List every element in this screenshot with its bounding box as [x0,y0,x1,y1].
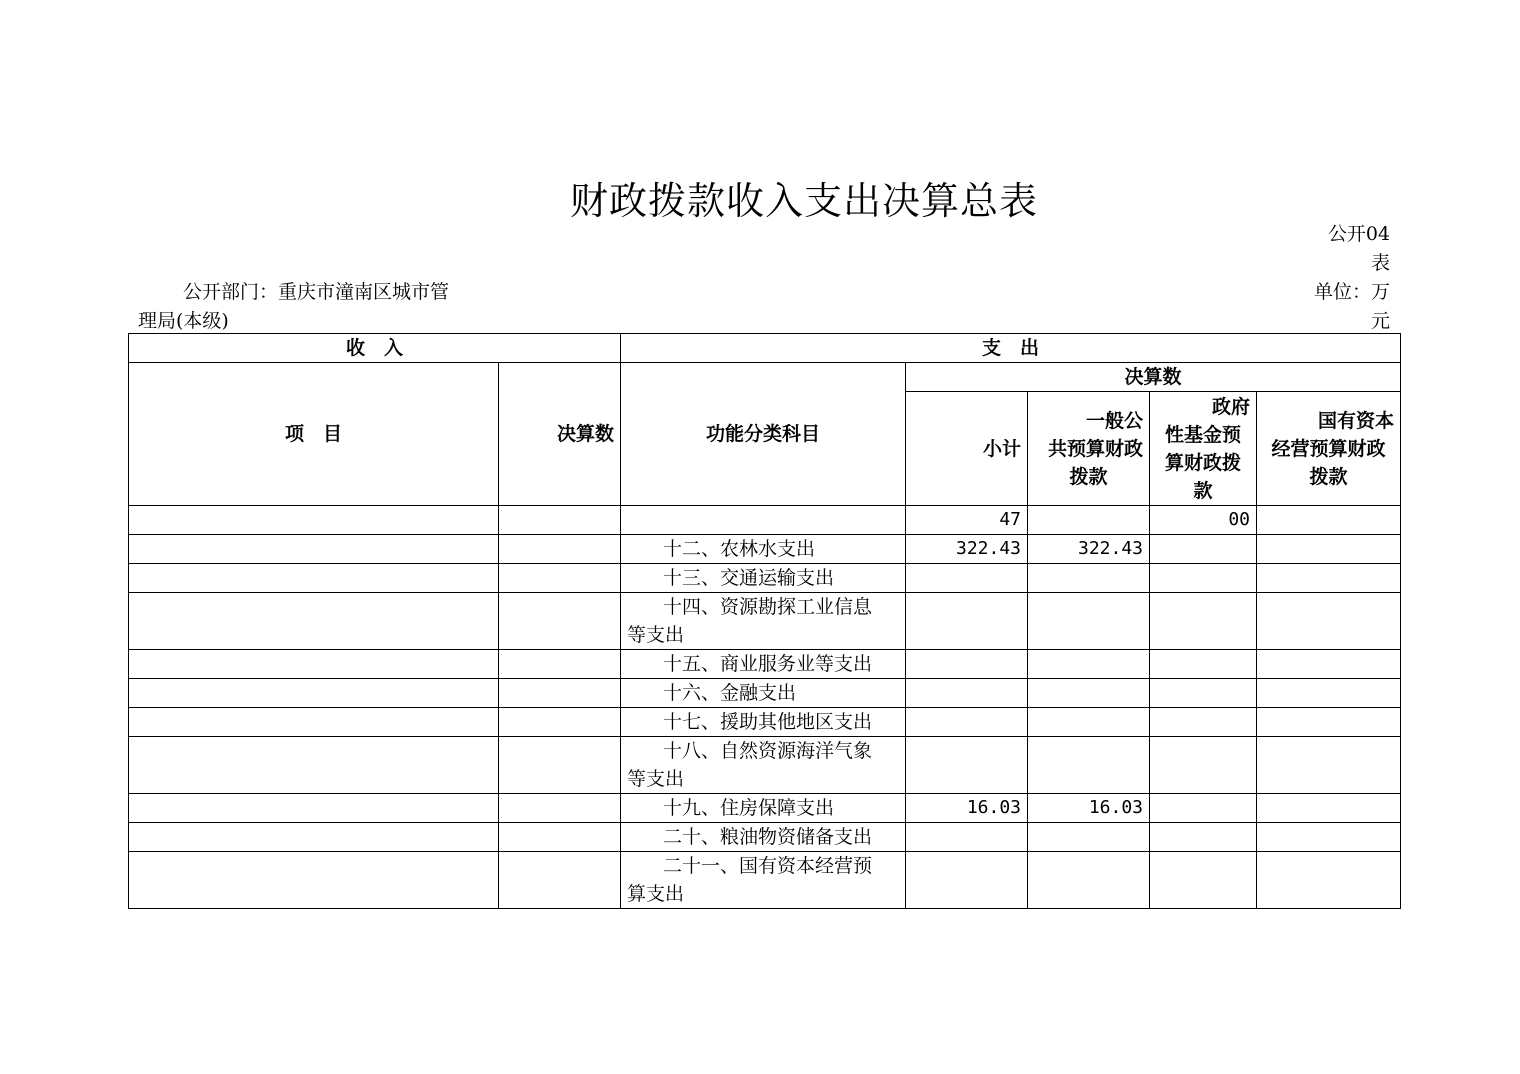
header-row-1 [129,334,1401,363]
item-cell [129,593,499,650]
func-label: 十四、资源勘探工业信息 [663,596,873,618]
unit-line1: 单位：万 [1313,281,1390,303]
header-row-2 [129,363,1401,392]
state-capital-cell [1257,535,1401,564]
general-cell [1028,737,1150,794]
subtotal-cell: 322.43 [906,535,1028,564]
income-amount-cell [499,564,621,593]
func-cell [621,650,906,679]
final-amount-header: 决算数 [906,363,1401,392]
income-amount-cell [499,506,621,535]
subtotal-cell [906,852,1028,909]
func-label-cont: 等支出 [627,624,685,646]
general-public-line1: 一般公 [1086,409,1144,432]
func-label-cont: 等支出 [627,768,685,790]
gov-fund-cell [1150,650,1257,679]
form-number-line2: 表 [1370,252,1390,274]
income-amount-cell [499,593,621,650]
func-cell [621,506,906,535]
item-cell [129,506,499,535]
func-cell [621,794,906,823]
gov-fund-cell [1150,679,1257,708]
unit [1300,278,1390,336]
func-label: 二十、粮油物资储备支出 [663,826,873,848]
income-amount-cell [499,823,621,852]
gov-fund-line4: 款 [1193,479,1213,502]
item-cell [129,535,499,564]
gov-fund-cell [1150,852,1257,909]
state-capital-cell [1257,794,1401,823]
general-cell [1028,679,1150,708]
table-row [129,506,1401,535]
gov-fund-cell [1150,708,1257,737]
state-capital-line1: 国有资本 [1318,409,1395,432]
general-cell [1028,506,1150,535]
func-label: 十六、金融支出 [663,682,797,704]
general-cell [1028,593,1150,650]
income-amount-cell [499,737,621,794]
table-row [129,794,1401,823]
item-cell [129,564,499,593]
form-number-line1: 公开04 [1327,223,1390,245]
state-capital-cell [1257,564,1401,593]
state-capital-cell [1257,593,1401,650]
general-cell [1028,708,1150,737]
gov-fund-line1: 政府 [1212,395,1251,418]
func-cell [621,852,906,909]
state-capital-cell [1257,823,1401,852]
gov-fund-cell: 00 [1150,506,1257,535]
income-amount-cell [499,650,621,679]
table-row [129,708,1401,737]
income-header: 收 入 [129,334,621,363]
subtotal-header: 小计 [906,392,1028,506]
func-cell [621,535,906,564]
func-label: 十七、援助其他地区支出 [663,711,873,733]
general-cell [1028,650,1150,679]
subtotal-cell [906,564,1028,593]
page-title: 财政拨款收入支出决算总表 [569,179,1038,223]
item-cell [129,852,499,909]
subtotal-cell [906,823,1028,852]
item-header: 项 目 [129,363,499,506]
subtotal-cell [906,593,1028,650]
state-capital-header [1257,392,1401,506]
general-public-header [1028,392,1150,506]
table-row [129,737,1401,794]
func-label: 十八、自然资源海洋气象 [663,740,873,762]
subtotal-cell [906,679,1028,708]
table-row [129,650,1401,679]
table-row [129,593,1401,650]
general-cell: 322.43 [1028,535,1150,564]
func-label: 十二、农林水支出 [663,538,816,560]
general-cell [1028,564,1150,593]
general-public-line3: 拨款 [1069,465,1108,488]
gov-fund-header [1150,392,1257,506]
subtotal-cell [906,650,1028,679]
table-row [129,535,1401,564]
income-amount-cell [499,708,621,737]
state-capital-line3: 拨款 [1309,465,1348,488]
func-cell [621,564,906,593]
func-label: 十三、交通运输支出 [663,567,835,589]
unit-line2: 元 [1370,310,1390,332]
general-cell: 16.03 [1028,794,1150,823]
state-capital-cell [1257,679,1401,708]
item-cell [129,737,499,794]
subtotal-cell: 47 [906,506,1028,535]
table-row [129,823,1401,852]
general-cell [1028,823,1150,852]
item-cell [129,679,499,708]
income-amount-cell [499,852,621,909]
expense-header: 支 出 [621,334,1401,363]
gov-fund-cell [1150,737,1257,794]
state-capital-cell [1257,737,1401,794]
func-cell [621,593,906,650]
gov-fund-cell [1150,823,1257,852]
func-category-header: 功能分类科目 [621,363,906,506]
department-line1: 公开部门：重庆市潼南区城市管 [183,281,450,303]
income-amount-cell [499,794,621,823]
subtotal-cell [906,737,1028,794]
income-amount-header: 决算数 [499,363,621,506]
gov-fund-cell [1150,535,1257,564]
table-row [129,564,1401,593]
item-cell [129,708,499,737]
budget-table [128,333,1401,909]
table-row [129,852,1401,909]
gov-fund-cell [1150,794,1257,823]
func-cell [621,823,906,852]
subtotal-cell: 16.03 [906,794,1028,823]
state-capital-cell [1257,852,1401,909]
state-capital-cell [1257,506,1401,535]
income-amount-cell [499,535,621,564]
subtotal-cell [906,708,1028,737]
table-row [129,679,1401,708]
func-cell [621,708,906,737]
income-amount-cell [499,679,621,708]
func-label: 十五、商业服务业等支出 [663,653,873,675]
general-public-line2: 共预算财政 [1048,437,1144,460]
gov-fund-cell [1150,593,1257,650]
general-cell [1028,852,1150,909]
form-number [1310,220,1390,278]
item-cell [129,823,499,852]
func-label-cont: 算支出 [627,883,685,905]
gov-fund-cell [1150,564,1257,593]
func-cell [621,737,906,794]
func-cell [621,679,906,708]
state-capital-cell [1257,708,1401,737]
func-label: 二十一、国有资本经营预 [663,855,873,877]
state-capital-line2: 经营预算财政 [1271,437,1386,460]
gov-fund-line2: 性基金预 [1165,423,1242,446]
item-cell [129,794,499,823]
state-capital-cell [1257,650,1401,679]
func-label: 十九、住房保障支出 [663,797,835,819]
department-line2: 理局(本级) [138,310,229,332]
department [138,278,498,336]
gov-fund-line3: 算财政拨 [1165,451,1242,474]
item-cell [129,650,499,679]
